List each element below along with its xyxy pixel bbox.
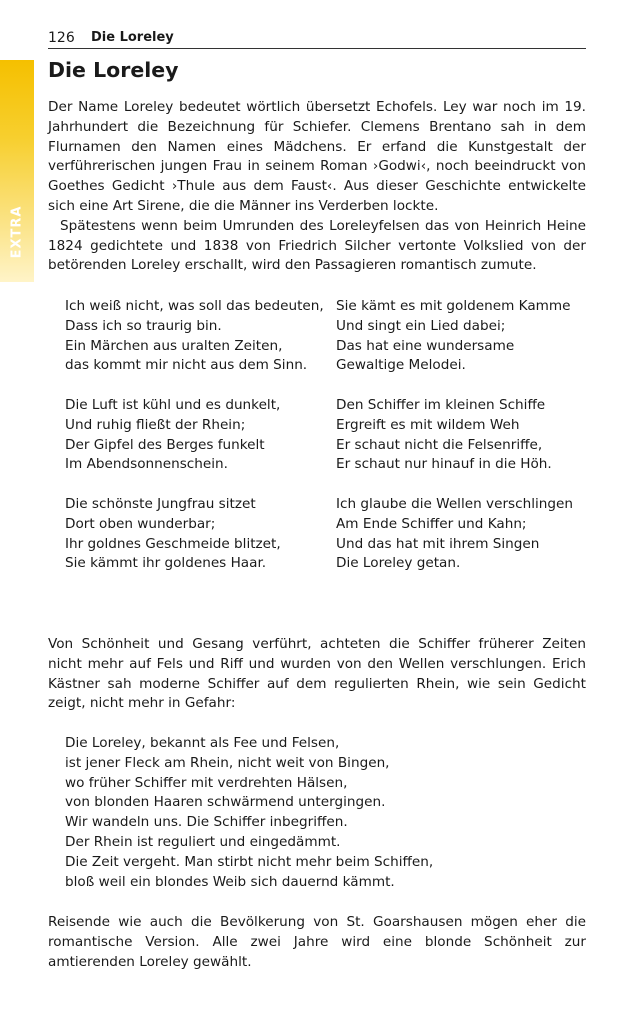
poem-line: Wir wandeln uns. Die Schiffer inbegriffen.	[65, 814, 348, 831]
intro-text	[48, 98, 586, 276]
poem-line: Die Luft ist kühl und es dunkelt,	[65, 396, 281, 413]
poem-line: von blonden Haaren schwärmend untergingen.	[65, 794, 386, 811]
poem-line: das kommt mir nicht aus dem Sinn.	[65, 357, 308, 374]
poem-stanza	[65, 297, 324, 376]
poem-line: Und singt ein Lied dabei;	[336, 317, 506, 334]
page-title: Die Loreley	[48, 58, 179, 82]
heine-poem-left-column	[65, 297, 324, 594]
poem-line: Der Gipfel des Berges funkelt	[65, 436, 265, 453]
poem-stanza	[336, 297, 573, 376]
poem-line: Sie kämmt ihr goldenes Haar.	[65, 555, 267, 572]
poem-line: Gewaltige Melodei.	[336, 357, 466, 374]
poem-stanza	[336, 396, 573, 475]
poem-line: Sie kämt es mit goldenem Kamme	[336, 298, 571, 314]
intro-paragraph-2: Spätestens wenn beim Umrunden des Loreleyfelsen das von Heinrich Heine 1824 gedichtete und 1838 von Friedrich Silcher vertonte Volkslied von der betörenden Loreley erschallt, wird den Passagieren romantisch zumute.	[48, 217, 586, 274]
middle-text	[48, 635, 586, 714]
poem-line: Am Ende Schiffer und Kahn;	[336, 515, 527, 532]
poem-line: Ein Märchen aus uralten Zeiten,	[65, 337, 283, 354]
poem-line: ist jener Fleck am Rhein, nicht weit von Bingen,	[65, 754, 390, 771]
poem-line: Die schönste Jungfrau sitzet	[65, 495, 256, 512]
kaestner-poem	[65, 734, 433, 892]
poem-line: Die Loreley getan.	[336, 555, 461, 572]
poem-line: wo früher Schiffer mit verdrehten Hälsen,	[65, 774, 348, 791]
poem-line: Und das hat mit ihrem Singen	[336, 535, 540, 552]
poem-line: Den Schiffer im kleinen Schiffe	[336, 396, 546, 413]
poem-stanza	[65, 495, 324, 574]
poem-line: Er schaut nicht die Felsenriffe,	[336, 436, 543, 453]
poem-line: Die Loreley, bekannt als Fee und Felsen,	[65, 735, 340, 751]
running-title: Die Loreley	[91, 30, 174, 45]
poem-line: Ihr goldnes Geschmeide blitzet,	[65, 535, 281, 552]
closing-text	[48, 913, 586, 972]
page-header	[48, 28, 586, 49]
poem-stanza	[65, 396, 324, 475]
poem-line: bloß weil ein blondes Weib sich dauernd kämmt.	[65, 873, 395, 890]
intro-paragraph-1: Der Name Loreley bedeutet wörtlich übersetzt Echofels. Ley war noch im 19. Jahrhundert die Bezeichnung für Schiefer. Clemens Brentano sah in dem Flurnamen den Namen eines Mädchens. Er erfand die Kunstgestalt der verführerischen jungen Frau in seinem Roman ›Godwi‹, noch beeindruckt von Goethes Gedicht ›Thule aus dem Faust‹. Aus dieser Geschichte entwickelte sich eine Art Sirene, die die Männer ins Verderben lockte.	[48, 99, 586, 214]
poem-line: Ich glaube die Wellen verschlingen	[336, 495, 573, 512]
poem-line: Dort oben wunderbar;	[65, 515, 216, 532]
poem-line: Ich weiß nicht, was soll das bedeuten,	[65, 298, 324, 314]
poem-line: Dass ich so traurig bin.	[65, 317, 222, 334]
poem-stanza	[336, 495, 573, 574]
poem-line: Ergreift es mit wildem Weh	[336, 416, 520, 433]
poem-line: Und ruhig fließt der Rhein;	[65, 416, 246, 433]
poem-line: Er schaut nur hinauf in die Höh.	[336, 456, 552, 473]
poem-line: Das hat eine wundersame	[336, 337, 515, 354]
heine-poem-right-column	[336, 297, 573, 594]
poem-line: Die Zeit vergeht. Man stirbt nicht mehr beim Schiffen,	[65, 853, 434, 870]
page-number: 126	[48, 30, 75, 46]
poem-line: Der Rhein ist reguliert und eingedämmt.	[65, 833, 341, 850]
closing-paragraph: Reisende wie auch die Bevölkerung von St. Goarshausen mögen eher die romantische Version. Alle zwei Jahre wird eine blonde Schönheit zur amtierenden Loreley gewählt.	[48, 914, 586, 970]
extra-tab-label: EXTRA	[9, 205, 25, 259]
middle-paragraph: Von Schönheit und Gesang verführt, achteten die Schiffer früherer Zeiten nicht mehr auf Fels und Riff und wurden von den Wellen verschlungen. Erich Kästner sah moderne Schiffer auf dem regulierten Rhein, wie sein Gedicht zeigt, nicht mehr in Gefahr:	[48, 636, 586, 712]
poem-line: Im Abendsonnenschein.	[65, 456, 228, 473]
